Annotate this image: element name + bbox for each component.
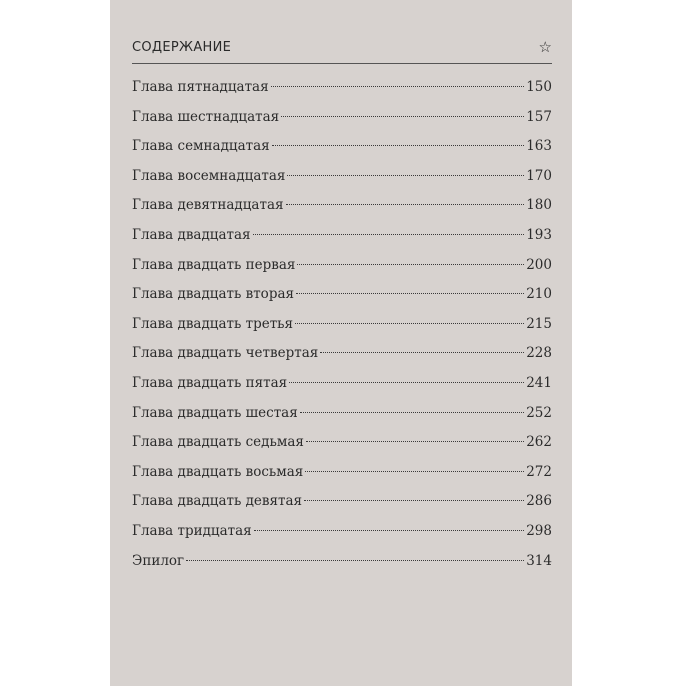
toc-entry[interactable] (132, 103, 552, 133)
toc-dot-leader (320, 352, 524, 353)
toc-entry-page-number: 163 (526, 138, 552, 155)
toc-entry[interactable] (132, 428, 552, 458)
toc-entry-title: Глава пятнадцатая (132, 79, 269, 95)
book-page (110, 0, 572, 686)
toc-entry[interactable] (132, 369, 552, 399)
toc-entry[interactable] (132, 487, 552, 517)
toc-entry-page-number: 150 (526, 79, 552, 95)
toc-entry-title: Глава двадцатая (132, 226, 251, 243)
toc-entry-page-number: 170 (526, 167, 552, 184)
toc-entry-page-number: 298 (526, 522, 552, 539)
toc-dot-leader (305, 471, 524, 472)
toc-entry[interactable] (132, 221, 552, 251)
toc-entry-page-number: 180 (526, 197, 552, 214)
table-of-contents (132, 73, 552, 576)
toc-entry[interactable] (132, 162, 552, 192)
page-header (132, 40, 552, 60)
toc-entry-title: Глава девятнадцатая (132, 197, 284, 214)
toc-entry[interactable] (132, 339, 552, 369)
toc-entry-page-number: 314 (526, 552, 552, 569)
toc-dot-leader (295, 323, 524, 324)
toc-dot-leader (287, 175, 524, 176)
toc-entry[interactable] (132, 191, 552, 221)
toc-entry-title: Глава шестнадцатая (132, 108, 280, 125)
toc-dot-leader (253, 234, 525, 235)
toc-entry-title: Глава семнадцатая (132, 138, 270, 155)
toc-entry[interactable] (132, 547, 552, 577)
toc-dot-leader (186, 560, 524, 561)
toc-entry-page-number: 215 (526, 315, 552, 332)
toc-entry[interactable] (132, 310, 552, 340)
toc-entry-page-number: 286 (526, 493, 552, 510)
toc-entry-title: Глава двадцать первая (132, 256, 296, 273)
toc-entry-title: Глава двадцать восьмая (132, 463, 304, 480)
toc-entry-page-number: 200 (526, 256, 552, 273)
toc-entry-page-number: 262 (526, 434, 552, 451)
toc-entry[interactable] (132, 132, 552, 162)
toc-entry-title: Эпилог (132, 552, 185, 569)
toc-entry-title: Глава тридцатая (132, 522, 252, 539)
toc-entry[interactable] (132, 280, 552, 310)
toc-entry-page-number: 210 (526, 286, 552, 303)
toc-entry[interactable] (132, 517, 552, 547)
toc-entry-page-number: 228 (526, 345, 552, 362)
header-divider (132, 63, 552, 64)
toc-entry-title: Глава двадцать четвертая (132, 345, 319, 362)
toc-dot-leader (281, 116, 524, 117)
toc-entry-page-number: 157 (526, 108, 552, 125)
toc-entry-title: Глава восемнадцатая (132, 167, 286, 184)
toc-entry-title: Глава двадцать третья (132, 315, 294, 332)
toc-dot-leader (272, 145, 525, 146)
toc-dot-leader (254, 530, 525, 531)
toc-entry-title: Глава двадцать девятая (132, 493, 303, 510)
toc-entry[interactable] (132, 399, 552, 429)
toc-dot-leader (297, 264, 524, 265)
toc-entry-page-number: 272 (526, 463, 552, 480)
toc-entry-page-number: 252 (526, 404, 552, 421)
toc-entry-page-number: 193 (526, 226, 552, 243)
toc-entry[interactable] (132, 73, 552, 103)
toc-dot-leader (289, 382, 524, 383)
toc-entry-title: Глава двадцать вторая (132, 286, 295, 303)
toc-entry-title: Глава двадцать шестая (132, 404, 298, 421)
toc-dot-leader (296, 293, 524, 294)
toc-dot-leader (306, 441, 524, 442)
toc-dot-leader (300, 412, 524, 413)
toc-entry-page-number: 241 (526, 374, 552, 391)
toc-entry[interactable] (132, 251, 552, 281)
star-outline-icon: ☆ (538, 38, 552, 56)
page-title: СОДЕРЖАНИЕ (132, 40, 232, 55)
toc-dot-leader (286, 204, 525, 205)
toc-dot-leader (304, 500, 524, 501)
toc-entry-title: Глава двадцать седьмая (132, 434, 304, 451)
toc-entry[interactable] (132, 458, 552, 488)
toc-entry-title: Глава двадцать пятая (132, 374, 288, 391)
toc-dot-leader (271, 86, 525, 87)
